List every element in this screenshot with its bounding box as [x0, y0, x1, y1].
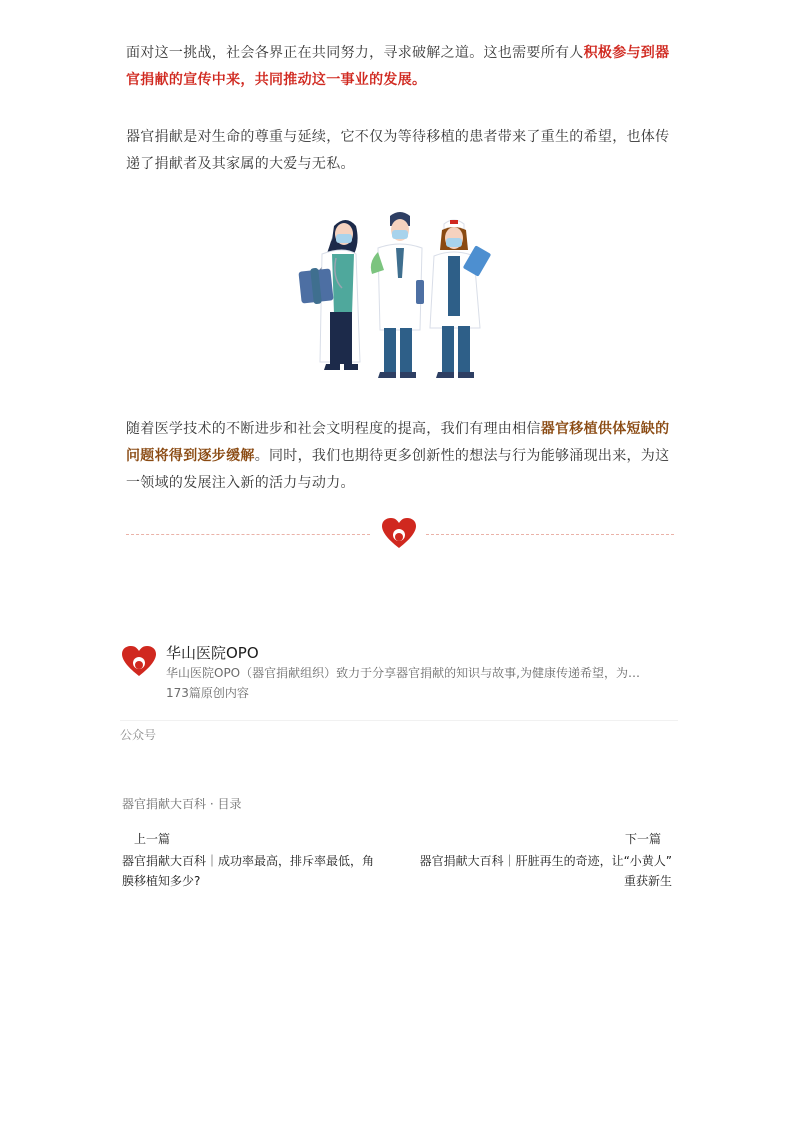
- heart-logo-icon: [382, 518, 416, 550]
- account-card[interactable]: [120, 640, 678, 721]
- paragraph-challenge-highlight: 积极参与到器官捐献的宣传中来，共同推动这一事业的发展。: [126, 45, 670, 88]
- heart-logo-icon: [122, 646, 156, 678]
- paragraph-hope: [126, 416, 674, 497]
- divider-line-right: [426, 534, 674, 535]
- next-article-label[interactable]: 下一篇: [625, 832, 662, 846]
- prev-article-label[interactable]: 上一篇: [134, 832, 171, 846]
- prev-article-link[interactable]: 器官捐献大百科｜成功率最高，排斥率最低，角膜移植知多少?: [122, 854, 375, 888]
- account-article-count: 173篇原创内容: [166, 686, 249, 700]
- section-divider: [126, 518, 674, 552]
- paragraph-hope-text: 随着医学技术的不断进步和社会文明程度的提高，我们有理由相信: [126, 421, 541, 437]
- next-article-link[interactable]: 器官捐献大百科｜肝脏再生的奇迹，让“小黄人” 重获新生: [419, 854, 672, 888]
- collection-title[interactable]: 器官捐献大百科 · 目录: [122, 797, 242, 811]
- account-description: 华山医院OPO（器官捐献组织）致力于分享器官捐献的知识与故事,为健康传递希望，为…: [166, 666, 640, 680]
- account-name[interactable]: 华山医院OPO: [166, 644, 259, 662]
- paragraph-hope-highlight: 器官移植供体短缺的问题将得到逐步缓解: [126, 421, 670, 464]
- paragraph-respect: 器官捐献是对生命的尊重与延续，它不仅为等待移植的患者带来了重生的希望，也体传递了捐献者及其家属的大爱与无私。: [126, 129, 670, 172]
- doctors-illustration: [292, 208, 502, 390]
- paragraph-challenge-text: 面对这一挑战，社会各界正在共同努力，寻求破解之道。这也需要所有人: [126, 45, 584, 61]
- paragraph-hope-tail: 。同时，我们也期待更多创新性的想法与行为能够涌现出来，为这一领域的发展注入新的活力与动力。: [126, 448, 670, 491]
- doctor-center: [371, 212, 424, 378]
- paragraph-challenge: [126, 40, 674, 94]
- doctor-left: [298, 220, 360, 370]
- doctor-right: [430, 220, 491, 378]
- divider-line-left: [126, 534, 370, 535]
- account-type-label: 公众号: [120, 728, 157, 742]
